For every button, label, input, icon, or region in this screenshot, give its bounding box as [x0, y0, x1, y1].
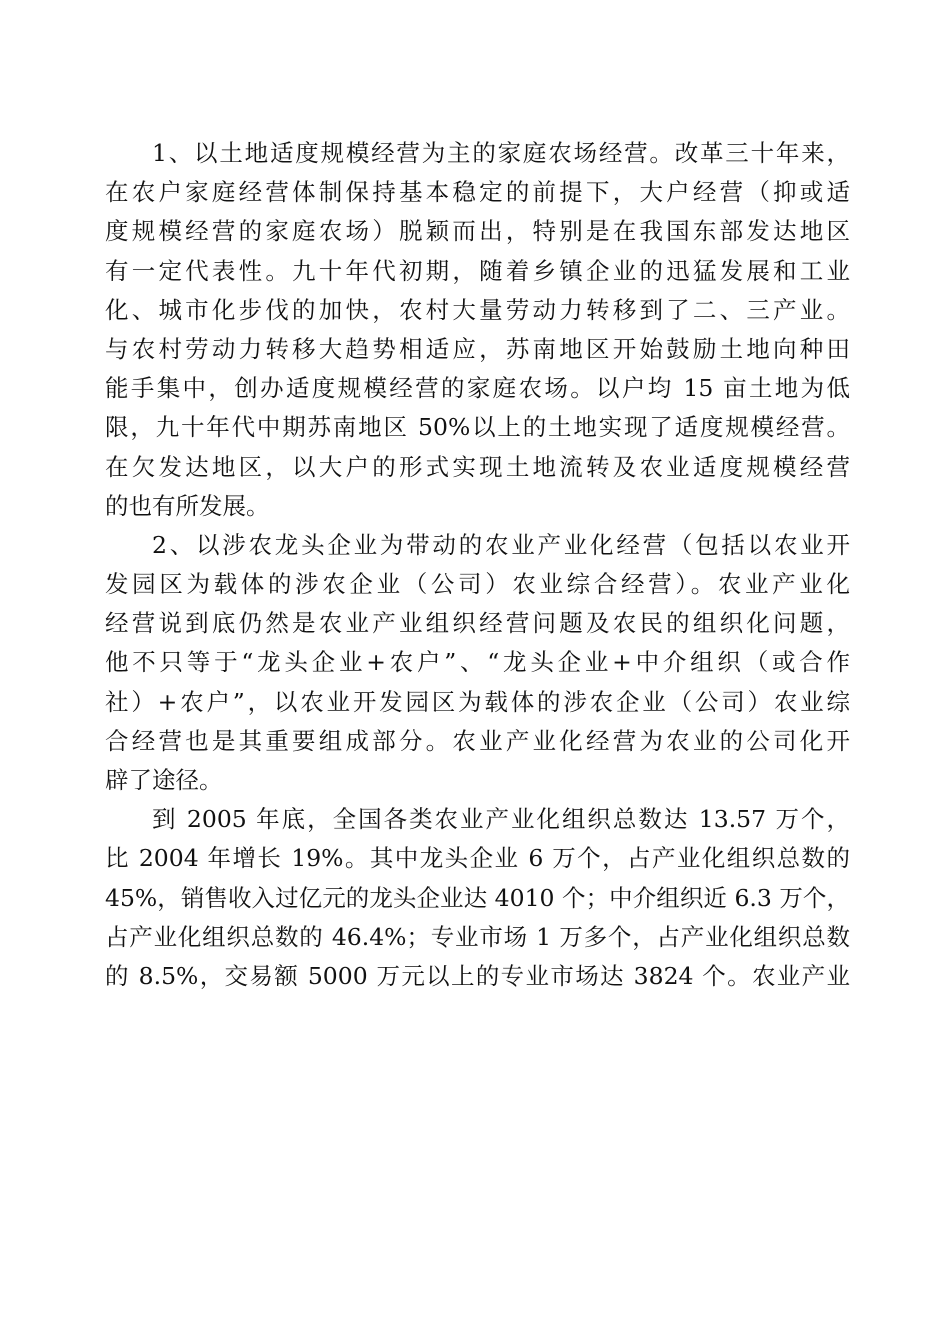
paragraph-line: 合经营也是其重要组成部分。农业产业化经营为农业的公司化开	[105, 726, 850, 755]
paragraph-line: 在欠发达地区，以大户的形式实现土地流转及农业适度规模经营	[105, 452, 850, 481]
paragraph-line: 的 8.5%，交易额 5000 万元以上的专业市场达 3824 个。农业产业	[105, 961, 850, 990]
paragraph-line: 发园区为载体的涉农企业（公司）农业综合经营）。农业产业化	[105, 570, 850, 599]
paragraph-line: 能手集中，创办适度规模经营的家庭农场。以户均 15 亩土地为低	[105, 374, 850, 403]
paragraph-line: 45%，销售收入过亿元的龙头企业达 4010 个；中介组织近 6.3 万个，	[105, 883, 850, 912]
paragraph-line: 到 2005 年底，全国各类农业产业化组织总数达 13.57 万个，	[152, 805, 850, 834]
paragraph-line: 有一定代表性。九十年代初期，随着乡镇企业的迅猛发展和工业	[105, 256, 850, 285]
paragraph-line: 他不只等于“龙头企业+农户”、“龙头企业+中介组织（或合作	[105, 648, 850, 677]
paragraph-1	[105, 134, 850, 526]
paragraph-3	[105, 800, 850, 996]
paragraph-line: 在农户家庭经营体制保持基本稳定的前提下，大户经营（抑或适	[105, 178, 850, 207]
paragraph-line: 度规模经营的家庭农场）脱颖而出，特别是在我国东部发达地区	[105, 217, 850, 246]
document-body	[105, 134, 850, 996]
paragraph-line: 社）+农户”，以农业开发园区为载体的涉农企业（公司）农业综	[105, 687, 850, 716]
paragraph-line: 占产业化组织总数的 46.4%；专业市场 1 万多个，占产业化组织总数	[105, 922, 850, 951]
paragraph-line: 1、以土地适度规模经营为主的家庭农场经营。改革三十年来，	[152, 139, 850, 167]
paragraph-line: 2、以涉农龙头企业为带动的农业产业化经营（包括以农业开	[152, 530, 850, 559]
paragraph-line: 化、城市化步伐的加快，农村大量劳动力转移到了二、三产业。	[105, 295, 850, 324]
paragraph-2	[105, 526, 850, 800]
paragraph-line: 限，九十年代中期苏南地区 50%以上的土地实现了适度规模经营。	[105, 413, 850, 442]
paragraph-line: 比 2004 年增长 19%。其中龙头企业 6 万个，占产业化组织总数的	[105, 844, 850, 873]
paragraph-line: 经营说到底仍然是农业产业组织经营问题及农民的组织化问题，	[105, 609, 850, 638]
paragraph-line: 与农村劳动力转移大趋势相适应，苏南地区开始鼓励土地向种田	[105, 334, 850, 363]
paragraph-line: 的也有所发展。	[105, 491, 270, 520]
paragraph-line: 辟了途径。	[105, 766, 223, 794]
